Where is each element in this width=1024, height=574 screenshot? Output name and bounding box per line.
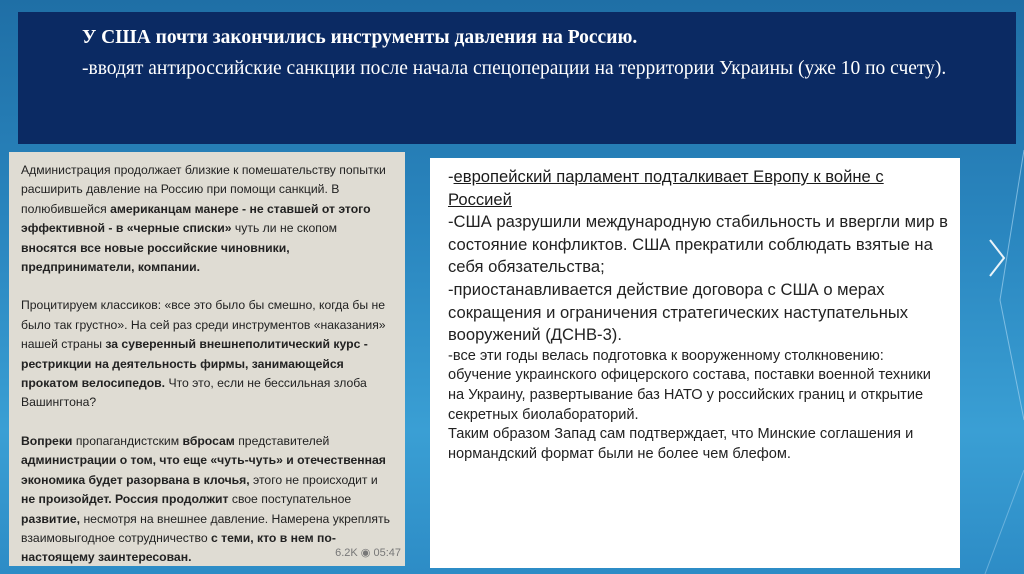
statement-paragraph-1 <box>21 161 395 277</box>
slide-title: У США почти закончились инструменты давления на Россию. <box>82 27 638 48</box>
argument-4: -все эти годы велась подготовка к вооруженному столкновению: обучение украинского офицерского состава, поставки военной техники на Украину, развертывание баз НАТО у российских границ и открытие секретных биолабораторий. <box>448 347 931 423</box>
argument-1-link[interactable]: европейский парламент подталкивает Европу к войне с Россией <box>448 167 884 209</box>
eye-icon: ◉ <box>360 546 371 559</box>
slide-subtitle: -вводят антироссийские санкции после начала спецоперации на территории Украины (уже 10 по счету). <box>82 58 947 79</box>
statement-paragraph-2 <box>21 296 395 412</box>
title-banner <box>18 12 1016 144</box>
p3-segment-0: Вопреки <box>21 433 76 448</box>
post-time: 05:47 <box>373 546 401 559</box>
p2-segment-2: Что это, если не бессильная злоба Вашингтона? <box>21 376 367 410</box>
p1-segment-1: В полюбившейся <box>21 182 340 216</box>
view-count: 6.2K <box>335 546 358 559</box>
p3-segment-6: не произойдет. Россия продолжит <box>21 492 232 507</box>
p3-segment-9: несмотря на внешнее давление. Намерена укреплять взаимовыгодное сотрудничество <box>21 511 390 545</box>
argument-1-dash: - <box>448 167 454 186</box>
p1-segment-0: Администрация продолжает близкие к помешательству попытки расширить давление на Россию при помощи санкций. <box>21 163 386 197</box>
p3-segment-4: администрации о том, что еще «чуть-чуть» и отечественная экономика будет разорвана в клочья, <box>21 453 386 487</box>
argument-1 <box>448 166 948 211</box>
argument-2: -США разрушили международную стабильность и ввергли мир в состояние конфликтов. США прекратили соблюдать взятые на себя обязательства; <box>448 212 948 277</box>
quoted-statement-screenshot <box>9 152 405 566</box>
p3-segment-10: с теми, кто в нем по- настоящему заинтересован. <box>21 530 336 565</box>
p1-segment-4: вносятся все новые российские чиновники, предприниматели, компании. <box>21 240 290 275</box>
p1-segment-2: американцам манере - не ставшей от этого эффективной - в «черные списки» <box>21 201 371 236</box>
argument-3: -приостанавливается действие договора с США о мерах сокращения и ограничения стратегических наступательных вооружений (ДСНВ-3). <box>448 279 909 345</box>
p2-segment-1: за суверенный внешнеполитический курс - рестрикции на деятельность фирмы, занимающейся прокатом велосипедов. <box>21 337 368 391</box>
p3-segment-8: развитие, <box>21 511 84 526</box>
argument-5: Таким образом Запад сам подтверждает, что Минские соглашения и нормандский формат были не более чем блефом. <box>448 426 914 462</box>
p3-segment-2: вбросам <box>182 433 239 448</box>
p1-segment-3: чуть ли не скопом <box>234 221 337 236</box>
p3-segment-7: свое поступательное <box>231 492 352 507</box>
post-meta <box>335 544 401 563</box>
arguments-text-box <box>430 158 960 568</box>
p3-segment-5: этого не происходит и <box>253 472 378 487</box>
p3-segment-3: представителей <box>238 433 330 448</box>
p3-segment-1: пропагандистским <box>75 433 183 448</box>
p2-segment-0: Процитируем классиков: «все это было бы смешно, когда бы не было так грустно». На сей раз среди инструментов «наказания» нашей страны <box>21 298 386 352</box>
